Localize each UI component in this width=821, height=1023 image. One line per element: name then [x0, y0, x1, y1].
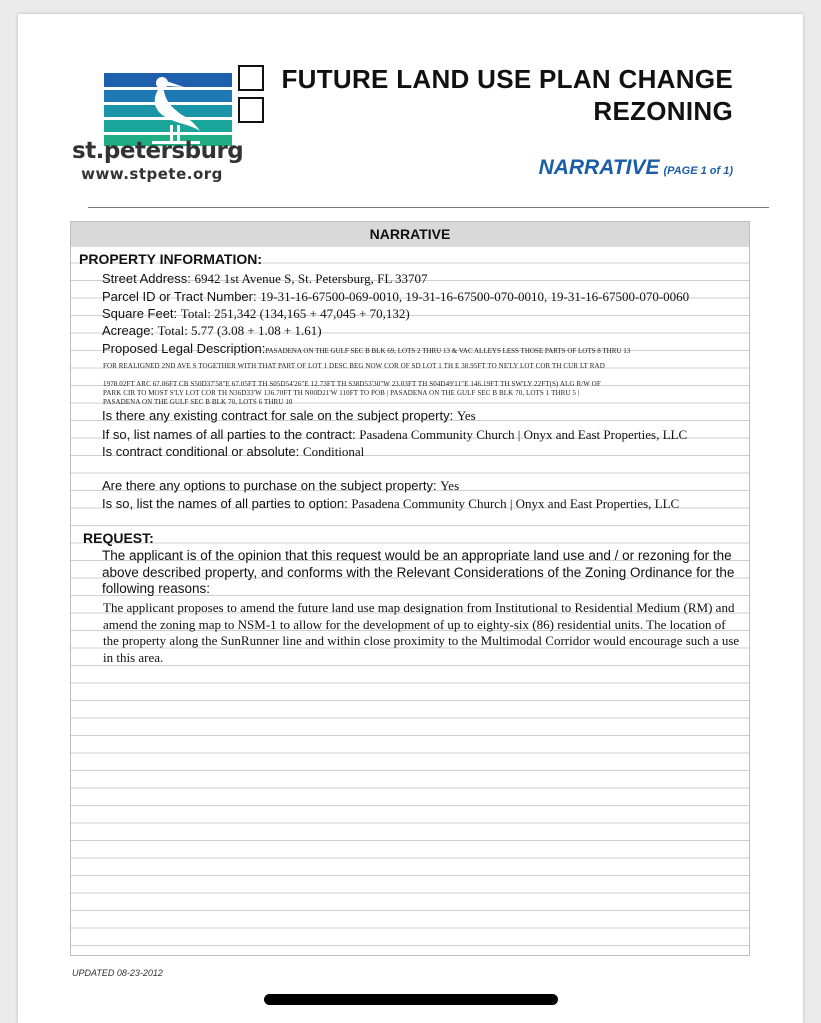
parcel-id-label: Parcel ID or Tract Number: [102, 289, 257, 304]
updated-date: UPDATED 08-23-2012 [72, 968, 163, 978]
option-parties-row [102, 496, 679, 512]
future-land-use-checkbox[interactable] [238, 65, 264, 91]
contract-row [102, 408, 476, 424]
legal-description-line-2[interactable]: FOR REALIGNED 2ND AVE S TOGETHER WITH THAT PART OF LOT 1 DESC BEG NOW COR OF SD LOT 1 TH E 38.95FT TO NE'LY LOT COR TH CUR LT RAD [103, 362, 605, 370]
form-heading: NARRATIVE [71, 222, 749, 247]
legal-description-label: Proposed Legal Description: [102, 341, 266, 356]
acreage-label: Acreage: [102, 323, 155, 338]
legal-description-line-5[interactable]: PASADENA ON THE GULF SEC B BLK 70, LOTS 6 THRU 10 [103, 398, 293, 406]
conditional-value[interactable]: Conditional [302, 444, 365, 459]
acreage-value[interactable]: Total: 5.77 (3.08 + 1.08 + 1.61) [157, 323, 322, 338]
contract-parties-label: If so, list names of all parties to the contract: [102, 427, 356, 442]
conditional-row [102, 444, 364, 460]
logo-wordmark [72, 138, 244, 183]
parcel-id-value[interactable]: 19-31-16-67500-069-0010, 19-31-16-67500-070-0010, 19-31-16-67500-070-0060 [260, 289, 690, 304]
options-value[interactable]: Yes [440, 478, 460, 493]
rezoning-checkbox[interactable] [238, 97, 264, 123]
narrative-label: NARRATIVE [538, 156, 660, 179]
request-intro: The applicant is of the opinion that this request would be an appropriate land use and / or rezoning for the above described property, and conforms with the Relevant Considerations of the Zoning Ordinance for the following reasons: [102, 548, 735, 596]
acreage-row [102, 323, 322, 339]
option-parties-value[interactable]: Pasadena Community Church | Onyx and East Properties, LLC [351, 496, 680, 511]
contract-parties-value[interactable]: Pasadena Community Church | Onyx and East Properties, LLC [359, 427, 688, 442]
header-divider [88, 207, 769, 208]
contract-parties-row [102, 427, 687, 443]
options-row [102, 478, 459, 494]
property-information-heading: PROPERTY INFORMATION: [79, 251, 263, 267]
logo-url: www.stpete.org [81, 165, 223, 183]
square-feet-label: Square Feet: [102, 306, 178, 321]
legal-description-line-1[interactable]: PASADENA ON THE GULF SEC B BLK 69, LOTS 2 THRU 13 & VAC ALLEYS LESS THOSE PARTS OF LOTS 8 THRU 13 [265, 347, 631, 355]
title-rezoning: REZONING [593, 96, 733, 126]
square-feet-value[interactable]: Total: 251,342 (134,165 + 47,045 + 70,132) [180, 306, 410, 321]
logo-name: st.petersburg [72, 138, 244, 164]
conditional-label: Is contract conditional or absolute: [102, 444, 300, 459]
narrative-form [70, 221, 750, 956]
square-feet-row [102, 306, 410, 322]
legal-description-row [102, 341, 630, 359]
option-parties-label: Is so, list the names of all parties to option: [102, 496, 348, 511]
home-indicator-bar[interactable] [264, 994, 558, 1005]
request-reasons[interactable]: The applicant proposes to amend the future land use map designation from Institutional to Residential Medium (RM) and amend the zoning map to NSM-1 to allow for the development of up to eighty-six (86) residential units. The location of the property along the SunRunner line and within close proximity to the Multimodal Corridor would encourage such a use in this area. [103, 600, 740, 665]
options-label: Are there any options to purchase on the subject property: [102, 478, 437, 493]
page-indicator: (PAGE 1 of 1) [663, 165, 733, 177]
request-heading: REQUEST: [83, 530, 154, 546]
legal-description-line-4[interactable]: PARK CIR TO MOST S'LY LOT COR TH N36D33'W 136.70FT TH N00D21'W 110FT TO POB | PASADENA ON THE GULF SEC B BLK 70, LOTS 1 THRU 5 | [103, 389, 580, 397]
title-future-land-use: FUTURE LAND USE PLAN CHANGE [281, 64, 733, 94]
form-page [18, 14, 803, 1023]
parcel-id-row [102, 289, 689, 305]
contract-label: Is there any existing contract for sale on the subject property: [102, 408, 454, 423]
street-address-row [102, 271, 428, 287]
narrative-heading [539, 156, 733, 180]
legal-description-line-3[interactable]: 1978.02FT ARC 67.06FT CB S50D37'58"E 67.05FT TH S05D54'26"E 12.73FT TH S38D53'30"W 23.03FT TH S04D49'11"E 146.19FT TH SW'LY 22FT(S) ALG R/W OF [103, 380, 601, 388]
street-address-value[interactable]: 6942 1st Avenue S, St. Petersburg, FL 33707 [194, 271, 428, 286]
street-address-label: Street Address: [102, 271, 191, 286]
contract-value[interactable]: Yes [456, 408, 476, 423]
